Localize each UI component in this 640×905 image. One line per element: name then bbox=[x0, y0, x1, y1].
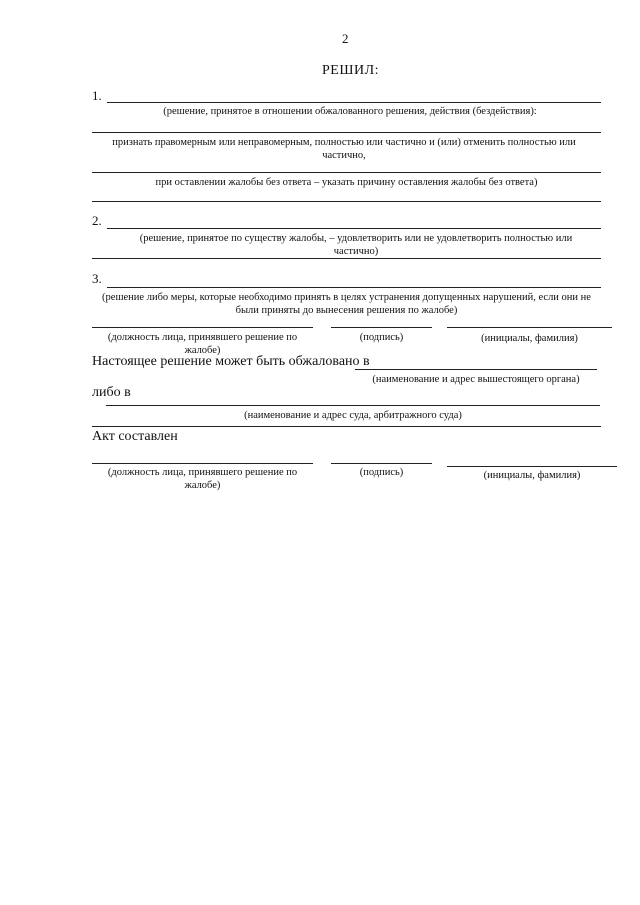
item1-line-4 bbox=[92, 201, 601, 202]
item1-caption-2: признать правомерным или неправомерным, полностью или частично и (или) отменить полностью или частично, bbox=[112, 137, 576, 161]
item2-caption: (решение, принятое по существу жалобы, – удовлетворить или не удовлетворить полностью или частично) bbox=[139, 233, 573, 257]
sig1-position-line bbox=[92, 327, 313, 328]
sig2-name-line bbox=[447, 466, 617, 467]
appeal-text: Настоящее решение может быть обжаловано в bbox=[92, 354, 370, 369]
sig1-position-caption: (должность лица, принявшего решение по жалобе) bbox=[107, 332, 298, 356]
appeal-or-text: либо в bbox=[92, 385, 131, 400]
page-number: 2 bbox=[342, 31, 349, 46]
item1-line-2 bbox=[92, 132, 601, 133]
appeal-authority-caption: (наименование и адрес вышестоящего органа) bbox=[372, 374, 580, 385]
item3-line-1 bbox=[107, 287, 601, 288]
item3-number: 3. bbox=[92, 271, 102, 286]
sig2-name-caption: (инициалы, фамилия) bbox=[483, 470, 581, 481]
sig2-signature-line bbox=[331, 463, 432, 464]
sig1-signature-caption: (подпись) bbox=[359, 332, 404, 343]
item3-caption: (решение либо меры, которые необходимо принять в целях устранения допущенных нарушений, если они не были приняты до вынесения решения по жалобе) bbox=[102, 292, 591, 316]
item1-line-3 bbox=[92, 172, 601, 173]
item2-line-2 bbox=[92, 258, 601, 259]
decision-heading: РЕШИЛ: bbox=[322, 63, 379, 78]
sig1-name-line bbox=[447, 327, 612, 328]
item1-number: 1. bbox=[92, 88, 102, 103]
appeal-line-end bbox=[92, 426, 601, 427]
act-text: Акт составлен bbox=[92, 429, 178, 444]
sig1-name-caption: (инициалы, фамилия) bbox=[481, 333, 578, 344]
item2-line-1 bbox=[107, 228, 601, 229]
sig2-position-caption: (должность лица, принявшего решение по жалобе) bbox=[107, 467, 298, 491]
item1-line-1 bbox=[107, 102, 601, 103]
sig2-signature-caption: (подпись) bbox=[359, 467, 404, 478]
appeal-authority-line bbox=[355, 369, 597, 370]
item2-number: 2. bbox=[92, 213, 102, 228]
appeal-court-caption: (наименование и адрес суда, арбитражного суда) bbox=[244, 410, 462, 421]
item1-caption-3: при оставлении жалобы без ответа – указать причину оставления жалобы без ответа) bbox=[155, 177, 538, 188]
sig2-position-line bbox=[92, 463, 313, 464]
sig1-signature-line bbox=[331, 327, 432, 328]
appeal-court-line bbox=[106, 405, 600, 406]
item1-caption-1: (решение, принятое в отношении обжалованного решения, действия (бездействия): bbox=[163, 106, 537, 117]
